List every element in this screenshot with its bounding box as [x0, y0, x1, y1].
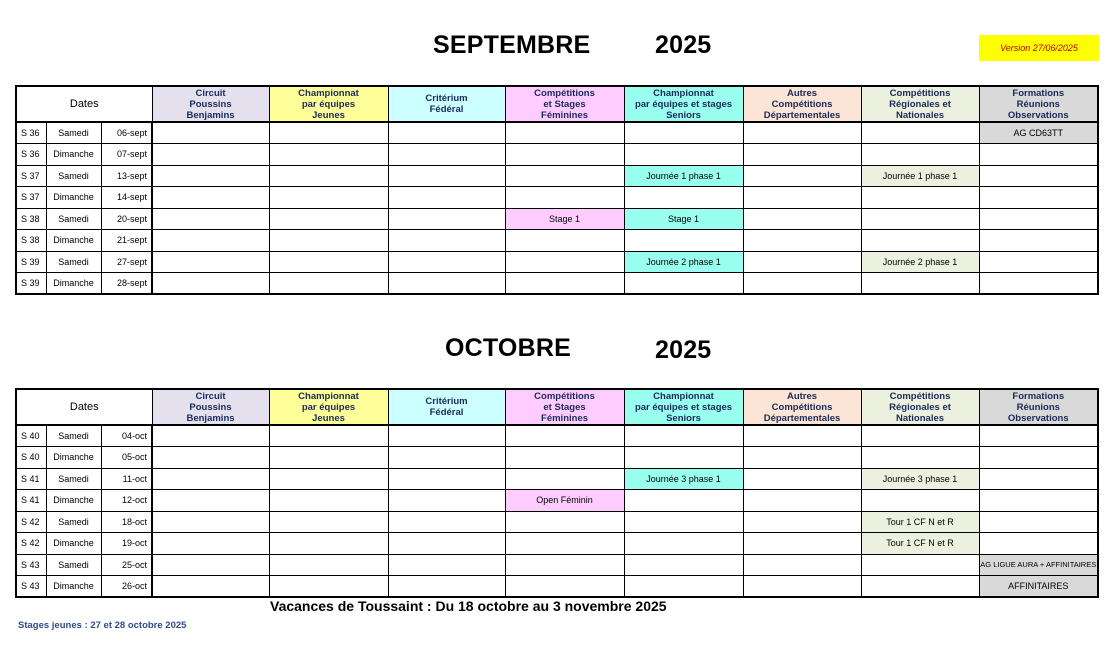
empty-cell: [152, 165, 269, 187]
column-header-line: Critérium: [425, 93, 468, 104]
empty-cell: [743, 144, 861, 166]
empty-cell: [269, 468, 388, 490]
empty-cell: [861, 554, 979, 576]
day-cell: Samedi: [46, 165, 101, 187]
column-header-line: Compétitions: [771, 98, 833, 110]
empty-cell: [388, 576, 505, 598]
column-header-circuit: [152, 389, 269, 425]
empty-cell: [388, 447, 505, 469]
empty-cell: [743, 468, 861, 490]
table-row: [16, 208, 1098, 230]
table-row: [16, 122, 1098, 144]
week-cell: S 42: [16, 533, 46, 555]
empty-cell: [269, 208, 388, 230]
empty-cell: [152, 576, 269, 598]
empty-cell: [979, 251, 1098, 273]
date-cell: 13-sept: [101, 165, 152, 187]
column-header-regionales: [861, 389, 979, 425]
week-cell: S 36: [16, 144, 46, 166]
empty-cell: [505, 425, 624, 447]
empty-cell: [269, 144, 388, 166]
empty-cell: [269, 273, 388, 295]
date-cell: 11-oct: [101, 468, 152, 490]
empty-cell: [979, 468, 1098, 490]
empty-cell: [624, 447, 743, 469]
calendar-table-october: [15, 388, 1099, 598]
column-header-line: Championnat: [298, 390, 359, 402]
column-header-line: Compétitions: [771, 401, 833, 413]
day-cell: Dimanche: [46, 230, 101, 252]
column-header-line: Compétitions: [534, 390, 595, 402]
empty-cell: [979, 273, 1098, 295]
empty-cell: [861, 576, 979, 598]
column-header-line: Autres: [786, 390, 818, 402]
empty-cell: [505, 144, 624, 166]
day-cell: Samedi: [46, 208, 101, 230]
empty-cell: [624, 187, 743, 209]
column-header-formations: [979, 389, 1098, 425]
empty-cell: [388, 144, 505, 166]
week-cell: S 38: [16, 208, 46, 230]
empty-cell: [743, 122, 861, 144]
version-badge: Version 27/06/2025: [979, 35, 1099, 61]
table-row: [16, 533, 1098, 555]
week-cell: S 43: [16, 576, 46, 598]
day-cell: Dimanche: [46, 533, 101, 555]
empty-cell: [505, 122, 624, 144]
empty-cell: [152, 144, 269, 166]
empty-cell: [743, 533, 861, 555]
date-cell: 19-oct: [101, 533, 152, 555]
day-cell: Samedi: [46, 425, 101, 447]
column-header-line: Championnat: [653, 390, 714, 402]
event-cell-regionales: Tour 1 CF N et R: [861, 533, 979, 555]
column-header-line: et Stages: [543, 98, 586, 110]
empty-cell: [979, 230, 1098, 252]
day-cell: Dimanche: [46, 187, 101, 209]
column-header-seniors: [624, 86, 743, 122]
week-cell: S 43: [16, 554, 46, 576]
empty-cell: [388, 425, 505, 447]
column-header-seniors: [624, 389, 743, 425]
event-cell-regionales: Journée 2 phase 1: [861, 251, 979, 273]
column-header-departementales: [743, 389, 861, 425]
empty-cell: [505, 230, 624, 252]
event-cell-regionales: Journée 1 phase 1: [861, 165, 979, 187]
empty-cell: [861, 122, 979, 144]
column-header-line: Compétitions: [534, 87, 595, 99]
week-cell: S 39: [16, 273, 46, 295]
date-cell: 25-oct: [101, 554, 152, 576]
empty-cell: [152, 122, 269, 144]
month-title-october: OCTOBRE: [445, 334, 571, 362]
dates-header: Dates: [16, 86, 152, 122]
empty-cell: [152, 273, 269, 295]
column-header-line: Autres: [786, 87, 818, 99]
day-cell: Dimanche: [46, 576, 101, 598]
vacances-note: Vacances de Toussaint : Du 18 octobre au 3 novembre 2025: [270, 598, 667, 614]
empty-cell: [979, 490, 1098, 512]
column-header-feminines: [505, 389, 624, 425]
empty-cell: [505, 273, 624, 295]
empty-cell: [979, 511, 1098, 533]
event-cell-formations: AG CD63TT: [979, 122, 1098, 144]
empty-cell: [152, 511, 269, 533]
event-cell-seniors: Journée 1 phase 1: [624, 165, 743, 187]
column-header-line: Championnat: [653, 87, 714, 99]
empty-cell: [152, 187, 269, 209]
empty-cell: [388, 251, 505, 273]
empty-cell: [979, 187, 1098, 209]
empty-cell: [505, 447, 624, 469]
empty-cell: [624, 490, 743, 512]
calendar-table-september: [15, 85, 1099, 295]
column-header-line: Départementales: [763, 109, 841, 121]
month-title-september: SEPTEMBRE: [433, 31, 591, 59]
column-header-line: Nationales: [895, 412, 945, 424]
empty-cell: [505, 251, 624, 273]
empty-cell: [624, 273, 743, 295]
empty-cell: [269, 187, 388, 209]
empty-cell: [388, 273, 505, 295]
column-header-line: Jeunes: [312, 412, 345, 424]
empty-cell: [624, 533, 743, 555]
table-row: [16, 468, 1098, 490]
empty-cell: [743, 447, 861, 469]
empty-cell: [861, 208, 979, 230]
empty-cell: [269, 554, 388, 576]
column-header-line: Circuit: [195, 87, 226, 99]
day-cell: Samedi: [46, 511, 101, 533]
column-header-line: Compétitions: [889, 390, 951, 402]
column-header-line: Jeunes: [312, 109, 345, 121]
day-cell: Dimanche: [46, 490, 101, 512]
date-cell: 21-sept: [101, 230, 152, 252]
empty-cell: [743, 208, 861, 230]
empty-cell: [861, 187, 979, 209]
empty-cell: [743, 490, 861, 512]
empty-cell: [269, 490, 388, 512]
date-cell: 07-sept: [101, 144, 152, 166]
empty-cell: [861, 447, 979, 469]
empty-cell: [152, 468, 269, 490]
empty-cell: [743, 251, 861, 273]
empty-cell: [388, 533, 505, 555]
week-cell: S 37: [16, 165, 46, 187]
empty-cell: [979, 165, 1098, 187]
date-cell: 04-oct: [101, 425, 152, 447]
empty-cell: [979, 425, 1098, 447]
empty-cell: [743, 187, 861, 209]
empty-cell: [861, 425, 979, 447]
table-row: [16, 511, 1098, 533]
empty-cell: [269, 576, 388, 598]
column-header-line: Régionales et: [889, 98, 951, 110]
event-cell-regionales: Journée 3 phase 1: [861, 468, 979, 490]
column-header-line: Réunions: [1016, 401, 1060, 413]
column-header-line: Critérium: [425, 396, 468, 407]
column-header-line: Formations: [1012, 87, 1065, 99]
column-header-line: Benjamins: [186, 412, 235, 424]
empty-cell: [979, 144, 1098, 166]
date-cell: 27-sept: [101, 251, 152, 273]
date-cell: 20-sept: [101, 208, 152, 230]
date-cell: 18-oct: [101, 511, 152, 533]
empty-cell: [979, 208, 1098, 230]
column-header-criterium: [388, 86, 505, 122]
day-cell: Samedi: [46, 554, 101, 576]
empty-cell: [743, 576, 861, 598]
event-cell-feminines: Stage 1: [505, 208, 624, 230]
day-cell: Dimanche: [46, 144, 101, 166]
empty-cell: [269, 533, 388, 555]
empty-cell: [269, 122, 388, 144]
empty-cell: [152, 490, 269, 512]
empty-cell: [624, 511, 743, 533]
date-cell: 06-sept: [101, 122, 152, 144]
column-header-championnat-jeunes: [269, 86, 388, 122]
table-row: [16, 230, 1098, 252]
empty-cell: [505, 533, 624, 555]
event-cell-feminines: Open Féminin: [505, 490, 624, 512]
empty-cell: [743, 554, 861, 576]
event-cell-formations: AG LIGUE AURA + AFFINITAIRES: [979, 554, 1098, 576]
table-row: [16, 144, 1098, 166]
date-cell: 05-oct: [101, 447, 152, 469]
column-header-line: Benjamins: [186, 109, 235, 121]
empty-cell: [861, 230, 979, 252]
empty-cell: [624, 554, 743, 576]
empty-cell: [152, 230, 269, 252]
table-row: [16, 165, 1098, 187]
week-cell: S 40: [16, 447, 46, 469]
year-title-october: 2025: [655, 336, 712, 364]
week-cell: S 41: [16, 490, 46, 512]
table-row: [16, 447, 1098, 469]
empty-cell: [152, 554, 269, 576]
table-row: [16, 251, 1098, 273]
empty-cell: [269, 511, 388, 533]
day-cell: Samedi: [46, 122, 101, 144]
column-header-departementales: [743, 86, 861, 122]
empty-cell: [624, 230, 743, 252]
empty-cell: [152, 251, 269, 273]
empty-cell: [861, 490, 979, 512]
week-cell: S 42: [16, 511, 46, 533]
table-row: [16, 273, 1098, 295]
empty-cell: [388, 165, 505, 187]
event-cell-seniors: Stage 1: [624, 208, 743, 230]
empty-cell: [624, 425, 743, 447]
column-header-line: Fédéral: [429, 407, 464, 418]
empty-cell: [269, 425, 388, 447]
empty-cell: [388, 490, 505, 512]
day-cell: Dimanche: [46, 447, 101, 469]
column-header-line: Championnat: [298, 87, 359, 99]
column-header-circuit: [152, 86, 269, 122]
column-header-line: Circuit: [195, 390, 226, 402]
empty-cell: [861, 144, 979, 166]
empty-cell: [624, 122, 743, 144]
column-header-line: par équipes et stages: [634, 98, 733, 110]
empty-cell: [152, 533, 269, 555]
day-cell: Dimanche: [46, 273, 101, 295]
empty-cell: [624, 144, 743, 166]
column-header-formations: [979, 86, 1098, 122]
empty-cell: [979, 447, 1098, 469]
empty-cell: [505, 165, 624, 187]
column-header-line: Féminines: [541, 412, 589, 424]
column-header-line: Réunions: [1016, 98, 1060, 110]
table-row: [16, 576, 1098, 598]
empty-cell: [269, 165, 388, 187]
empty-cell: [861, 273, 979, 295]
empty-cell: [269, 251, 388, 273]
table-row: [16, 187, 1098, 209]
column-header-line: et Stages: [543, 401, 586, 413]
column-header-regionales: [861, 86, 979, 122]
empty-cell: [388, 208, 505, 230]
column-header-line: Formations: [1012, 390, 1065, 402]
event-cell-regionales: Tour 1 CF N et R: [861, 511, 979, 533]
column-header-line: Nationales: [895, 109, 945, 121]
empty-cell: [743, 273, 861, 295]
day-cell: Samedi: [46, 468, 101, 490]
column-header-championnat-jeunes: [269, 389, 388, 425]
empty-cell: [388, 187, 505, 209]
empty-cell: [505, 468, 624, 490]
date-cell: 12-oct: [101, 490, 152, 512]
week-cell: S 41: [16, 468, 46, 490]
column-header-line: Poussins: [189, 401, 232, 413]
column-header-line: Départementales: [763, 412, 841, 424]
column-header-line: Féminines: [541, 109, 589, 121]
empty-cell: [624, 576, 743, 598]
empty-cell: [743, 165, 861, 187]
column-header-criterium: [388, 389, 505, 425]
table-row: [16, 425, 1098, 447]
date-cell: 28-sept: [101, 273, 152, 295]
empty-cell: [269, 230, 388, 252]
column-header-line: Régionales et: [889, 401, 951, 413]
empty-cell: [388, 468, 505, 490]
empty-cell: [743, 230, 861, 252]
column-header-line: Observations: [1007, 109, 1069, 121]
column-header-line: Observations: [1007, 412, 1069, 424]
date-cell: 26-oct: [101, 576, 152, 598]
column-header-line: par équipes: [301, 401, 356, 413]
week-cell: S 40: [16, 425, 46, 447]
column-header-line: Seniors: [666, 109, 701, 121]
column-header-line: Seniors: [666, 412, 701, 424]
week-cell: S 37: [16, 187, 46, 209]
event-cell-seniors: Journée 3 phase 1: [624, 468, 743, 490]
column-header-line: Poussins: [189, 98, 232, 110]
day-cell: Samedi: [46, 251, 101, 273]
column-header-line: par équipes et stages: [634, 401, 733, 413]
week-cell: S 38: [16, 230, 46, 252]
empty-cell: [269, 447, 388, 469]
empty-cell: [505, 576, 624, 598]
empty-cell: [743, 425, 861, 447]
week-cell: S 36: [16, 122, 46, 144]
empty-cell: [152, 447, 269, 469]
date-cell: 14-sept: [101, 187, 152, 209]
dates-header: Dates: [16, 389, 152, 425]
week-cell: S 39: [16, 251, 46, 273]
empty-cell: [979, 533, 1098, 555]
empty-cell: [743, 511, 861, 533]
empty-cell: [505, 511, 624, 533]
column-header-line: Fédéral: [429, 104, 464, 115]
table-row: [16, 490, 1098, 512]
column-header-feminines: [505, 86, 624, 122]
empty-cell: [388, 230, 505, 252]
stages-jeunes-note: Stages jeunes : 27 et 28 octobre 2025: [18, 620, 187, 631]
event-cell-seniors: Journée 2 phase 1: [624, 251, 743, 273]
empty-cell: [152, 425, 269, 447]
event-cell-formations: AFFINITAIRES: [979, 576, 1098, 598]
column-header-line: Compétitions: [889, 87, 951, 99]
year-title-september: 2025: [655, 31, 712, 59]
table-row: [16, 554, 1098, 576]
empty-cell: [388, 122, 505, 144]
empty-cell: [505, 187, 624, 209]
column-header-line: par équipes: [301, 98, 356, 110]
empty-cell: [388, 554, 505, 576]
empty-cell: [152, 208, 269, 230]
empty-cell: [505, 554, 624, 576]
empty-cell: [388, 511, 505, 533]
